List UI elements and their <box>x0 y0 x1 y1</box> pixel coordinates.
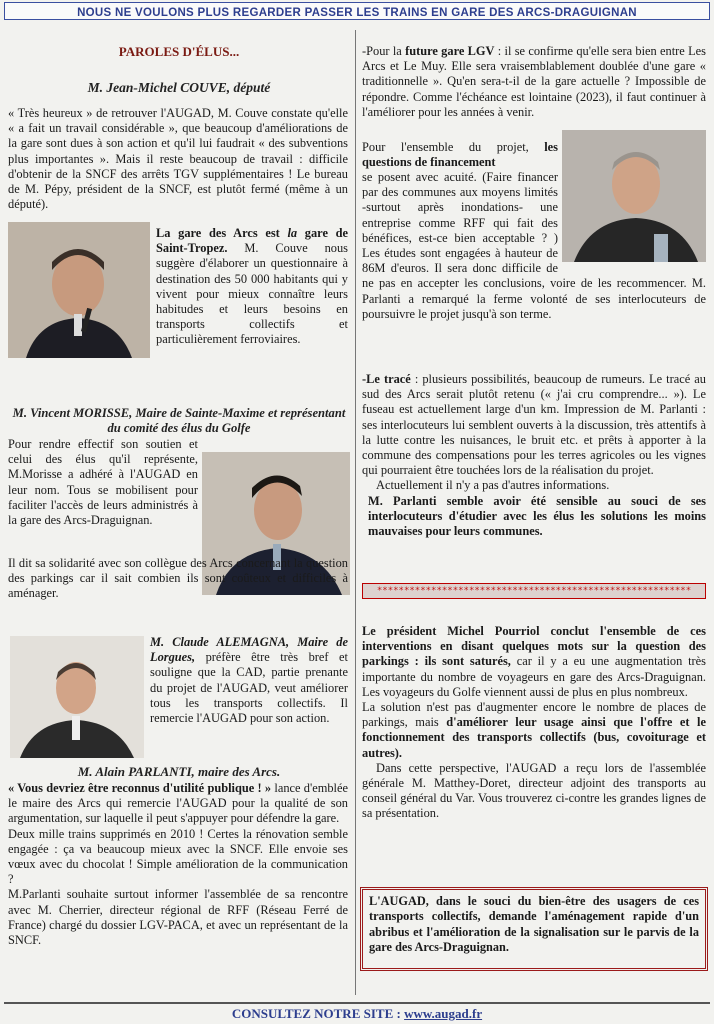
footer <box>4 1002 710 1022</box>
column-divider <box>355 30 356 995</box>
augad-request-box <box>360 887 708 971</box>
fin-text-b: se posent avec acuité. (Faire financer par des communes aux moyens limités -surtout après inondations- une entreprise comme RFF qui fait des bénéfices, est-ce bien acceptable ? ) Les études sont engagées à hauteur de 86M d'euros. Il sera donc difficile de ne pas en accepter les conclusions, voire de les recommencer. M. Parlanti a remarqué la ferme volonté de ses interlocuteurs de poursuivre le projet jusqu'à son terme. <box>362 170 706 321</box>
president-paragraph <box>362 624 706 822</box>
fin-bold: les questions de financement <box>362 140 558 170</box>
sol-text: La solution n'est pas d'augmenter encore le nombre de places de parkings, mais <box>362 700 706 730</box>
morisse-paragraph-1 <box>8 437 198 528</box>
couve-heading-block <box>10 80 348 95</box>
lgv-text-b: : il se confirme qu'elle sera bien entre Les Arcs et Le Muy. Elle sera vraisemblablement doublée d'une gare « traditionnelle ». Qu'en sera-t-il de la gare actuelle ? Impossible de répondre. Comme l'échéance est lointaine (2023), il faut continuer à l'améliorer pour les années à venir. <box>362 44 706 119</box>
banner-text: NOUS NE VOULONS PLUS REGARDER PASSER LES TRAINS EN GARE DES ARCS-DRAGUIGNAN <box>77 7 637 19</box>
alemagna-text: préfère être très bref et souligne que la CAD, partie prenante du projet de l'AUGAD, veut améliorer tous les transports collectifs. Il remercie l'AUGAD pour son action. <box>150 650 348 726</box>
couve-rest: M. Couve nous suggère d'élaborer un questionnaire à destination des 50 000 habitants qui y vivent pour mieux connaître leurs habitudes et leurs besoins en transports collectifs et particulièrement ferroviaires. <box>156 241 348 347</box>
couve-bold-a: La gare des Arcs est <box>156 226 288 240</box>
footer-label: CONSULTEZ NOTRE SITE : <box>231 1006 405 1021</box>
morisse-heading: M. Vincent MORISSE, Maire de Sainte-Maxime et représentant du comité des élus du Golfe <box>12 406 346 436</box>
parlanti-quote: « Vous devriez être reconnus d'utilité publique ! » <box>8 781 272 795</box>
lgv-bold: future gare LGV <box>405 44 495 58</box>
morisse-text-2: Il dit sa solidarité avec son collègue des Arcs concernant la question des parkings car il sait combien ils sont coûteux et difficiles à aménager. <box>8 556 348 601</box>
pres-text: car il y a eu une augmentation très importante du nombre de voyageurs en gare des Arcs-Draguignan. Les voyageurs du Golfe viennent aussi de plus en plus nombreux. <box>362 654 706 699</box>
website-link[interactable]: www.augad.fr <box>404 1006 483 1021</box>
trace-paragraph <box>362 372 706 539</box>
financement-paragraph-top <box>362 140 558 170</box>
morisse-text-1: Pour rendre effectif son soutien et celui des élus qu'il représente, M.Morisse a adhéré à l'AUGAD en leur nom. Tous se mobilisent pour faciliter l'accès de leurs administrés à la gare des Arcs-Draguignan. <box>8 437 198 528</box>
star-separator <box>362 583 706 599</box>
sol-bold: d'améliorer leur usage ainsi que l'offre et le fonctionnement des transports collectifs (bus, covoiturage et autres). <box>362 715 706 760</box>
couve-text-1: « Très heureux » de retrouver l'AUGAD, M. Couve constate qu'elle « a fait un travail considérable », que beaucoup d'améliorations de la gare sont dues à son action et qu'il lui faudrait « des subventions plus importantes ». Mais il reste beaucoup de travail : difficile d'obtenir de la SNCF des arrêts TGV supplémentaires ! Le bureau de M. Pépy, président de la SNCF, est plutôt fermé (même à un député). <box>8 106 348 212</box>
parlanti-text-3: M.Parlanti souhaite surtout informer l'assemblée de sa rencontre avec M. Cherrier, directeur régional de RFF (Réseau Ferré de France) chargé du dossier LGV-PACA, et avec un représentant de la SNCF. <box>8 887 348 948</box>
parlanti-heading: M. Alain PARLANTI, maire des Arcs. <box>77 764 281 779</box>
alemagna-paragraph <box>150 635 348 726</box>
lgv-paragraph <box>362 44 706 120</box>
couve-bold-i: la <box>287 226 298 240</box>
page-banner <box>4 2 710 20</box>
parlanti-paragraphs <box>8 781 348 948</box>
couve-bold-b: gare de Saint-Tropez. <box>156 226 348 256</box>
parlanti-heading-block <box>10 764 348 779</box>
section-title: PAROLES D'ÉLUS... <box>118 44 240 59</box>
trace-bold: -Le tracé <box>362 372 411 386</box>
trace-text-b: Actuellement il n'y a pas d'autres informations. <box>376 478 610 493</box>
star-line: ********************************************************** <box>376 586 692 596</box>
portrait-alemagna-icon <box>10 636 144 758</box>
portrait-couve-icon <box>8 222 150 358</box>
lgv-text-a: -Pour la <box>362 44 406 58</box>
couve-heading: M. Jean-Michel COUVE, député <box>87 80 271 95</box>
financement-paragraph <box>362 170 706 370</box>
parlanti-text-1: lance d'emblée le maire des Arcs qui remercie l'AUGAD pour la qualité de son argumentation, sur laquelle il peut s'appuyer pour défendre la gare. <box>8 781 348 826</box>
trace-bold-2: M. Parlanti semble avoir été sensible au souci de ses interlocuteurs d'étudier avec les élus les solutions les moins mauvaises pour leurs communes. <box>368 493 706 539</box>
parlanti-text-2: Deux mille trains supprimés en 2010 ! Certes la rénovation semble engagée : ça va beaucoup mieux avec la SNCF. Elle envoie ses vœux avec du chocolat ! Simple amélioration de la communication ? <box>8 826 348 887</box>
pres-bold: Le président Michel Pourriol conclut l'ensemble de ces interventions en disant quelques mots sur la question des parkings : ils sont saturés, <box>362 624 706 669</box>
couve-paragraph-2 <box>156 226 348 348</box>
alemagna-heading: M. Claude ALEMAGNA, Maire de Lorgues, <box>150 635 348 665</box>
alemagna-photo <box>10 636 144 758</box>
couve-photo <box>8 222 150 358</box>
perspective-text: Dans cette perspective, l'AUGAD a reçu lors de l'assemblée générale M. Matthey-Doret, directeur adjoint des transports au conseil général du Var. Vous trouverez ci-contre les grandes lignes de sa présentation. <box>362 760 706 821</box>
fin-text-a: Pour l'ensemble du projet, <box>362 140 545 154</box>
trace-text-a: : plusieurs possibilités, beaucoup de rumeurs. Le tracé au sud des Arcs serait plutôt retenu (« j'ai cru comprendre... »). Le fuseau est actuellement large d'un km. Impression de M. Parlanti : ses interlocuteurs lui semblent ouverts à la discussion, très attentifs à la lutte contre les nuisances, le bruit etc. et prêts à apporter à la commune des compensations pour les terres agricoles ou les vignes qui pourraient être touchées lors de la réalisation du projet. <box>362 372 706 478</box>
augad-request-text: L'AUGAD, dans le souci du bien-être des usagers de ces transports collectifs, demande l'aménagement rapide d'un abribus et l'amélioration de la signalisation sur le parvis de la gare des Arcs-Draguignan. <box>369 894 699 955</box>
section-title-block <box>10 44 348 60</box>
morisse-heading-block <box>10 406 348 436</box>
morisse-paragraph-2 <box>8 556 348 602</box>
couve-paragraph-1 <box>8 106 348 217</box>
photo-spacer <box>558 170 706 270</box>
